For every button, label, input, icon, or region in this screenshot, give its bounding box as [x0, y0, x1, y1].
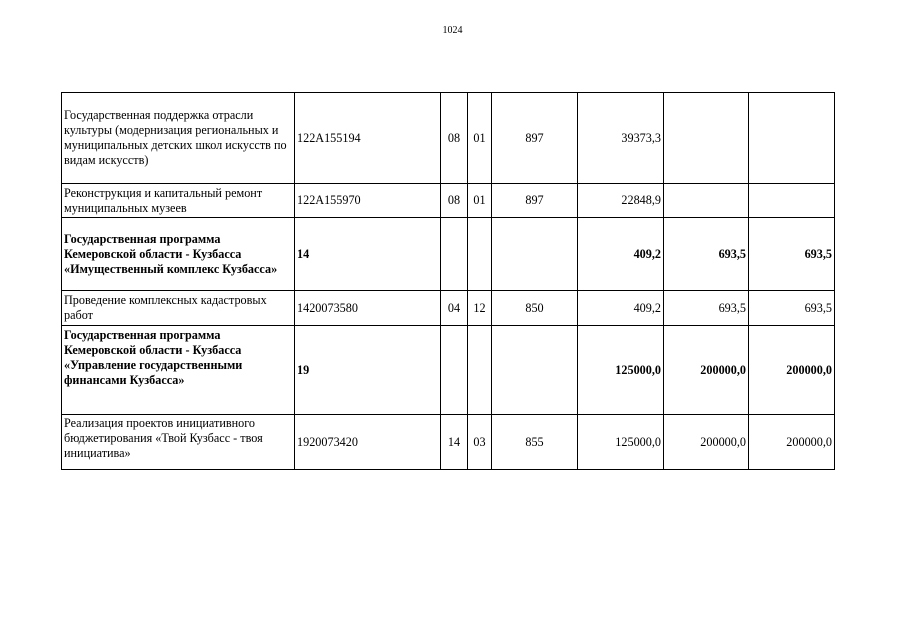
amount-year1-cell: 409,2 [578, 291, 664, 326]
expense-type-cell: 855 [492, 415, 578, 470]
amount-year3-cell: 200000,0 [749, 415, 835, 470]
expense-type-cell [492, 326, 578, 415]
page-number: 1024 [442, 25, 463, 36]
subsection-cell [468, 326, 492, 415]
section-cell [441, 218, 468, 291]
subsection-cell: 12 [468, 291, 492, 326]
target-article-cell: 122A155970 [295, 184, 441, 218]
amount-year1-cell: 39373,3 [578, 93, 664, 184]
table-row [62, 184, 835, 218]
section-cell: 14 [441, 415, 468, 470]
subsection-cell: 01 [468, 184, 492, 218]
subsection-cell: 03 [468, 415, 492, 470]
section-cell: 08 [441, 184, 468, 218]
amount-year2-cell: 200000,0 [664, 326, 749, 415]
amount-year3-cell: 200000,0 [749, 326, 835, 415]
target-article-cell: 1920073420 [295, 415, 441, 470]
expense-type-cell: 897 [492, 93, 578, 184]
target-article-cell: 14 [295, 218, 441, 291]
amount-year2-cell [664, 184, 749, 218]
program-name-cell: Проведение комплексных кадастровых работ [62, 291, 295, 326]
program-name-cell: Реализация проектов инициативного бюджетирования «Твой Кузбасс - твоя инициатива» [62, 415, 295, 470]
target-article-cell: 1420073580 [295, 291, 441, 326]
section-cell: 08 [441, 93, 468, 184]
amount-year2-cell: 200000,0 [664, 415, 749, 470]
amount-year2-cell [664, 93, 749, 184]
program-name-cell: Реконструкция и капитальный ремонт муниципальных музеев [62, 184, 295, 218]
amount-year1-cell: 125000,0 [578, 326, 664, 415]
table-row [62, 415, 835, 470]
program-name-cell: Государственная поддержка отрасли культуры (модернизация региональных и муниципальных детских школ искусств по видам искусств) [62, 93, 295, 184]
amount-year2-cell: 693,5 [664, 291, 749, 326]
amount-year3-cell [749, 184, 835, 218]
amount-year1-cell: 125000,0 [578, 415, 664, 470]
table-row [62, 326, 835, 415]
amount-year1-cell: 409,2 [578, 218, 664, 291]
subsection-cell: 01 [468, 93, 492, 184]
target-article-cell: 122A155194 [295, 93, 441, 184]
section-cell [441, 326, 468, 415]
program-name-cell: Государственная программа Кемеровской области - Кузбасса «Управление государственными финансами Кузбасса» [62, 326, 295, 415]
amount-year3-cell [749, 93, 835, 184]
subsection-cell [468, 218, 492, 291]
expense-type-cell: 850 [492, 291, 578, 326]
expense-type-cell [492, 218, 578, 291]
amount-year3-cell: 693,5 [749, 218, 835, 291]
amount-year3-cell: 693,5 [749, 291, 835, 326]
table-row [62, 218, 835, 291]
section-cell: 04 [441, 291, 468, 326]
expense-type-cell: 897 [492, 184, 578, 218]
amount-year1-cell: 22848,9 [578, 184, 664, 218]
budget-table [61, 92, 835, 470]
program-name-cell: Государственная программа Кемеровской области - Кузбасса «Имущественный комплекс Кузбасса» [62, 218, 295, 291]
amount-year2-cell: 693,5 [664, 218, 749, 291]
table-row [62, 93, 835, 184]
table-row [62, 291, 835, 326]
target-article-cell: 19 [295, 326, 441, 415]
